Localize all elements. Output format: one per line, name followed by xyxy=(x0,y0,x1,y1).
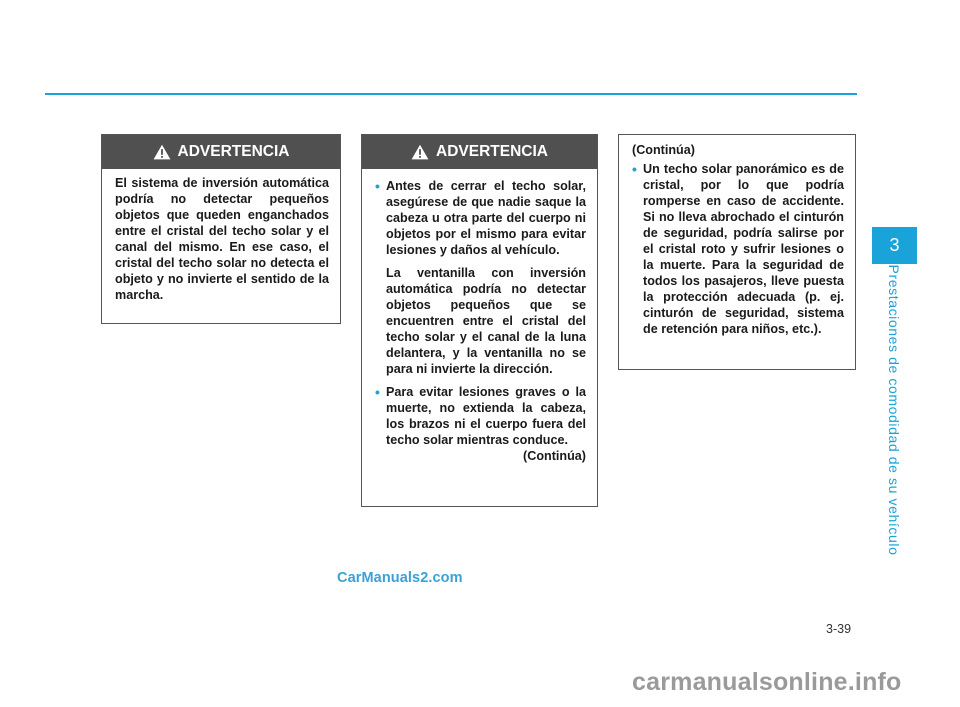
warning-heading: ADVERTENCIA xyxy=(177,143,290,160)
list-item xyxy=(632,161,844,337)
watermark-link[interactable]: CarManuals2.com xyxy=(337,570,463,586)
bullet-text: Un techo solar panorámico es de cristal, por lo que podría romperse en caso de accidente. Si no lleva abrochado el cinturón de seguridad, podría salirse por el cristal roto y sufrir lesiones o la muerte. Para la seguridad de todos los pasajeros, lleve puesta la protección adecuada (p. ej. cinturón de seguridad, sistema de retención para niños, etc.). xyxy=(643,162,844,336)
warning-triangle-icon xyxy=(411,144,429,160)
footer-brand-link[interactable]: carmanualsonline.info xyxy=(632,668,902,696)
warning-box-1 xyxy=(101,134,341,324)
warning-header xyxy=(362,135,597,169)
chapter-title: Prestaciones de comodidad de su vehículo xyxy=(886,264,902,556)
continues-label: (Continúa) xyxy=(523,449,586,463)
bullet-dot: • xyxy=(375,384,380,400)
chapter-number: 3 xyxy=(889,235,900,255)
bullet-text: Para evitar lesiones graves o la muerte, no extienda la cabeza, los brazos ni el cuerpo fuera del techo solar mientras conduce. xyxy=(386,385,586,447)
warning-header xyxy=(102,135,340,169)
bullet-dot: • xyxy=(632,161,637,177)
warning-text: El sistema de inversión automática podría no detectar pequeños objetos que queden enganchados entre el cristal del techo solar y el canal del mismo. En ese caso, el cristal del techo solar no detecta el objeto y no invierte el sentido de la marcha. xyxy=(115,176,329,302)
bullet-text: Antes de cerrar el techo solar, asegúrese de que nadie saque la cabeza u otra parte del cuerpo ni objetos por el mismo para evitar lesiones y daños al vehículo. xyxy=(386,179,586,257)
warning-triangle-icon xyxy=(153,144,171,160)
warning-heading: ADVERTENCIA xyxy=(436,143,548,160)
list-item xyxy=(375,384,586,464)
top-rule xyxy=(45,93,857,95)
warning-box-3 xyxy=(618,134,856,370)
warning-box-2 xyxy=(361,134,598,507)
bullet-subparagraph: La ventanilla con inversión automática podría no detectar objetos pequeños que se encuentren entre el cristal del techo solar y el canal de la luna delantera, y la ventanilla no se para ni invierte la dirección. xyxy=(386,266,586,376)
list-item xyxy=(375,178,586,377)
page-number: 3-39 xyxy=(826,622,852,636)
continued-label: (Continúa) xyxy=(632,143,695,157)
bullet-dot: • xyxy=(375,178,380,194)
chapter-tab xyxy=(872,227,917,264)
